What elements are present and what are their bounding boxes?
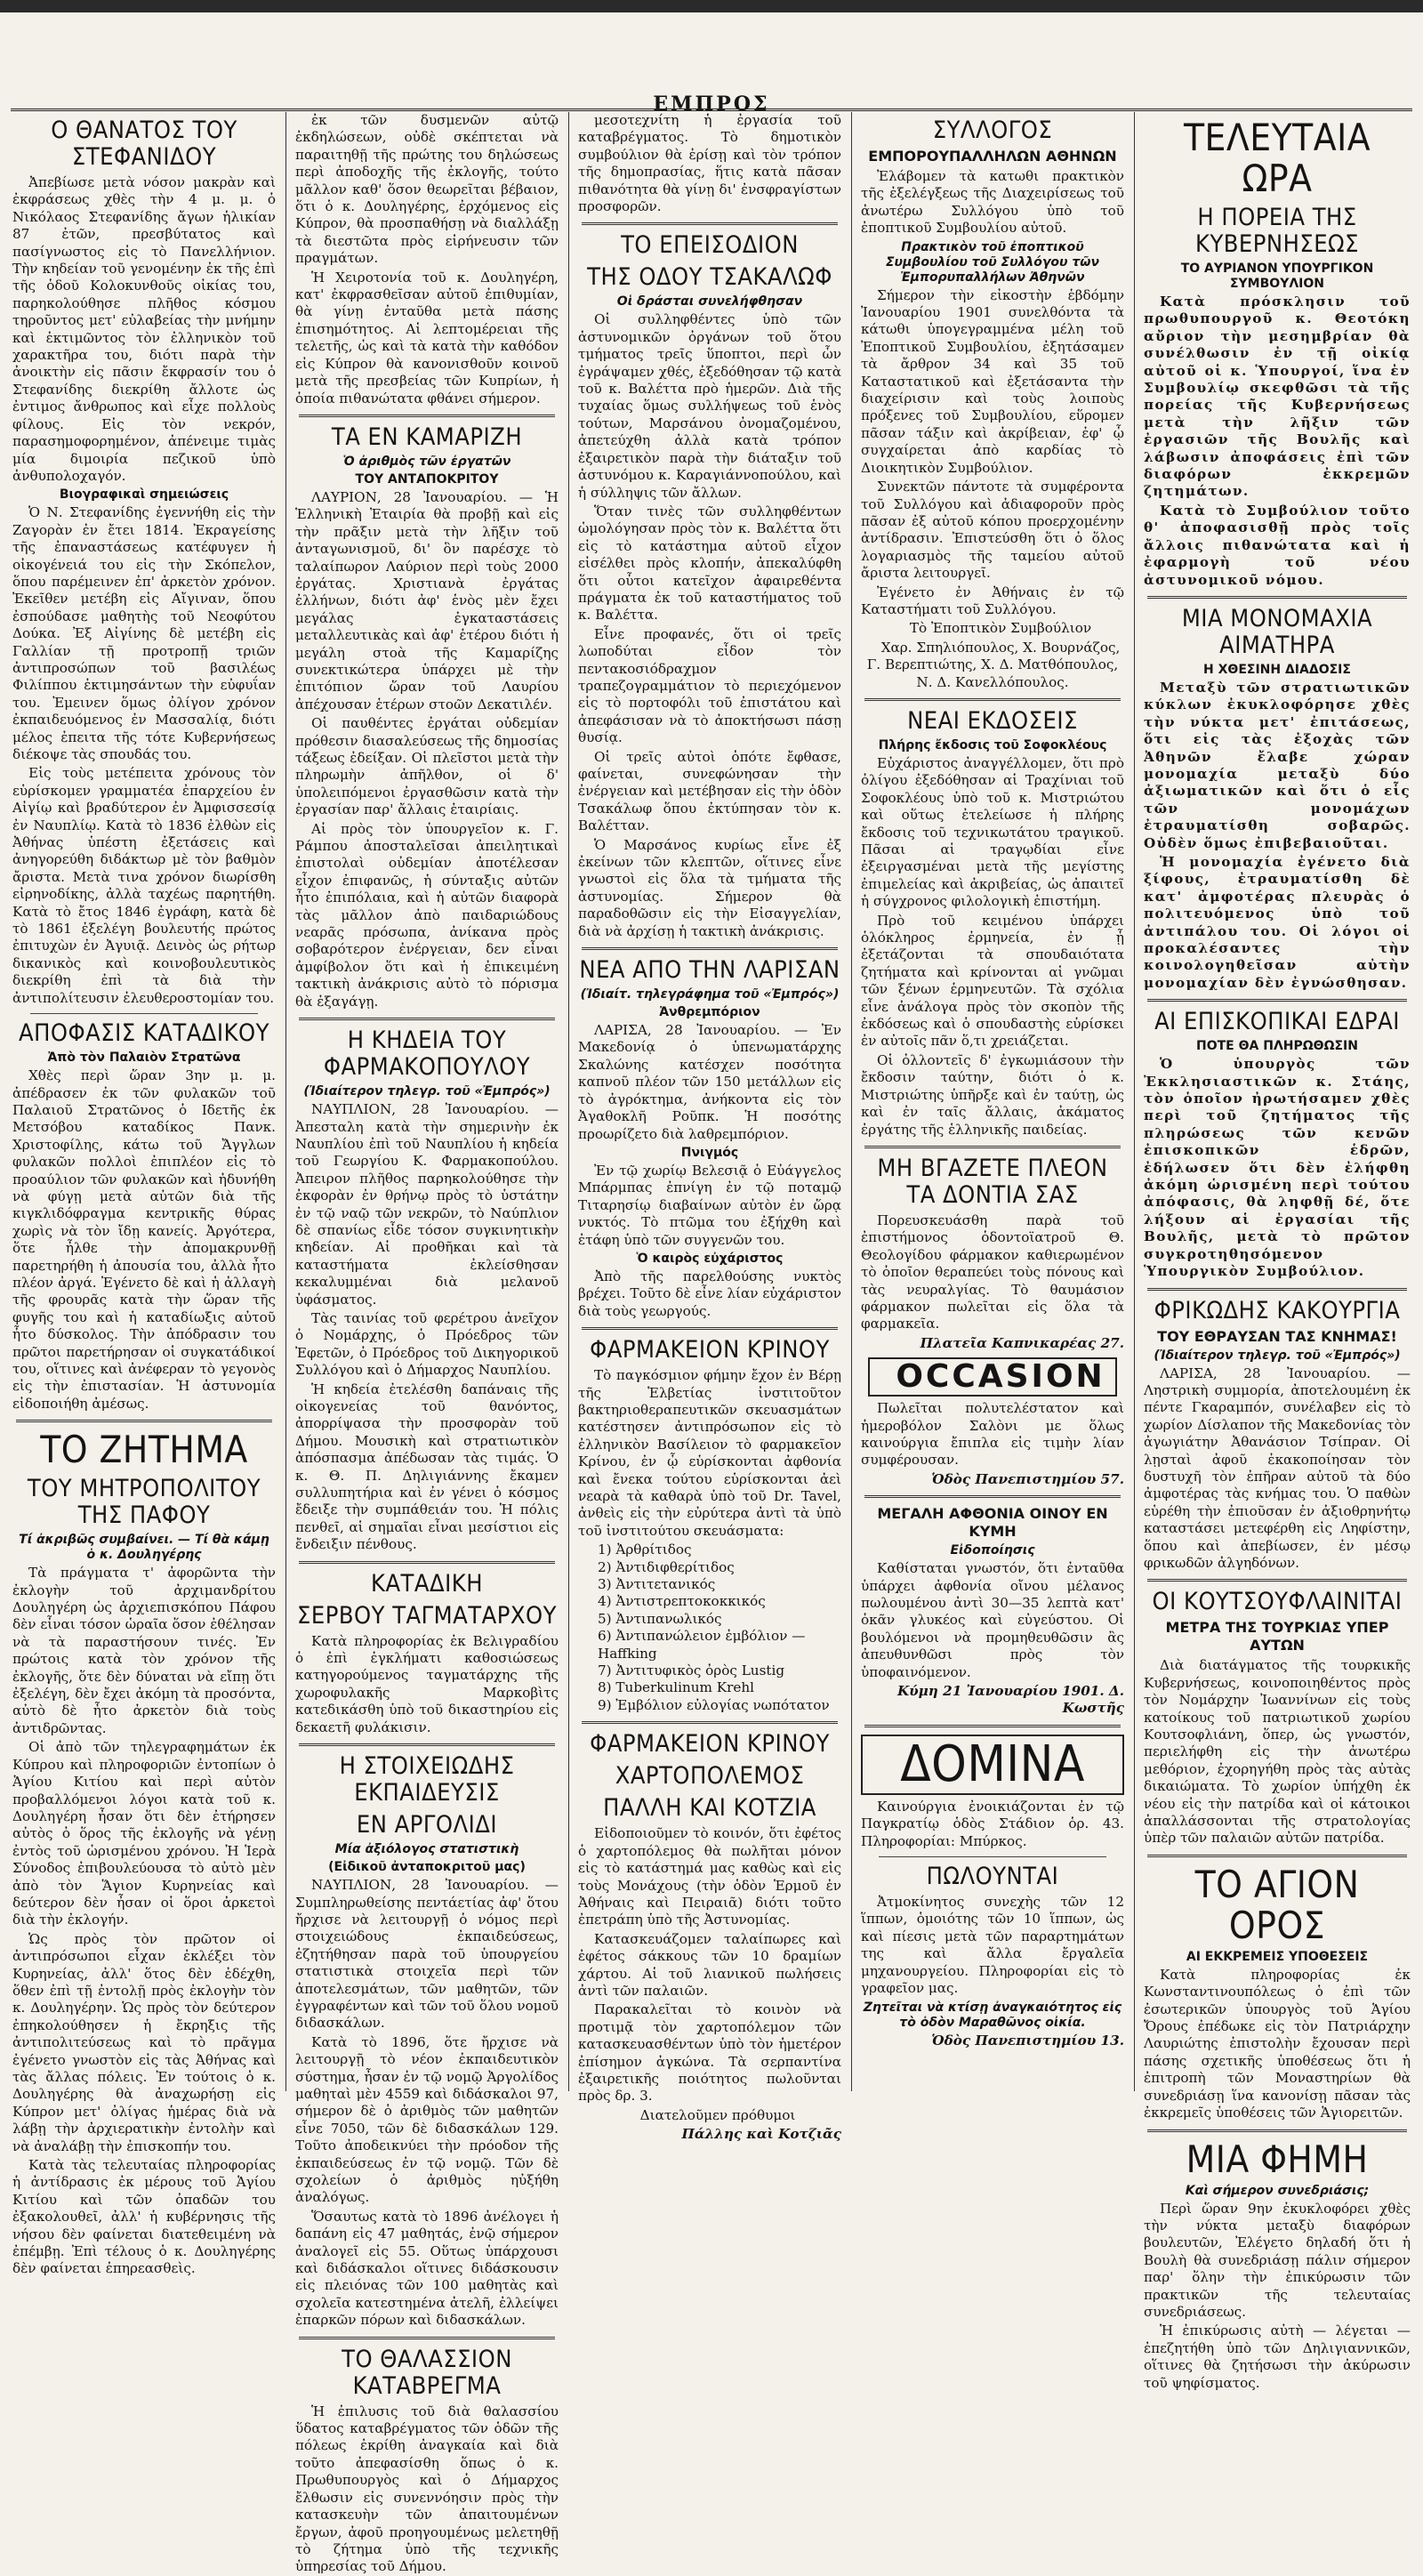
signature: Πλατεῖα Καπνικαρέας 27.	[920, 1334, 1124, 1351]
list-item: 2) Ἀντιδιφθερίτιδος	[598, 1558, 735, 1575]
headline: ΜΙΑ ΜΟΝΟΜΑΧΙΑ ΑΙΜΑΤΗΡΑ	[1181, 604, 1373, 659]
article-separator	[299, 2337, 555, 2339]
paragraph: Καθίσταται γνωστόν, ὅτι ἐνταῦθα ὑπάρχει ἀφθονία οἴνου μέλανος πωλουμένου ἀντὶ 30—35 λεπτὰ κατ' ὀκᾶν γλυκέος καὶ εὐγεύστου. Οἱ βουλόμενοι νὰ προμηθευθῶσιν ἂς ἀπευθυνθῶσι πρὸς τὸν ὑποφαινόμενον.	[861, 1560, 1124, 1680]
centered-line: Διατελοῦμεν πρόθυμοι	[639, 2106, 796, 2123]
headline: ΤΟΥ ΜΗΤΡΟΠΟΛΙΤΟΥ ΤΗΣ ΠΑΦΟΥ	[27, 1475, 261, 1530]
paragraph: Αἱ πρὸς τὸν ὑπουργεῖον κ. Γ. Ράμπου ἀποσταλεῖσαι ἀπειλητικαὶ ἐπιστολαὶ οὐδεμίαν ἀποτέλεσαν εἶχον ἐπιφανῶς, ἡ σύνταξις αὐτῶν ἦτο ἐπιπόλαια, καὶ ἡ αὐτῶν διαφορὰ τὰς μᾶλλον ἀπὸ παιδαριώδους νεαρᾶς πρόσωπα, ἀνίκανα πρὸς σοβαρότερον ἐνέργειαν, δεν εἶναι ἀμφίβολον ὅτι καὶ ἡ ἐπικειμένη τακτικὴ ἀνάκρισις αὐτὸ τὸ πόρισμα θὰ ἐξαγάγῃ.	[295, 820, 559, 1010]
subheadline: ΕΜΠΟΡΟΥΠΑΛΛΗΛΩΝ ΑΘΗΝΩΝ	[868, 148, 1117, 165]
paragraph: Διὰ διατάγματος τῆς τουρκικῆς Κυβερνήσεως, κοινοποιηθέντος πρὸς τὸν Νομάρχην Ἰωαννίνων εἰς τοὺς κατοίκους τοῦ πατριωτικοῦ χωρίου Κουτσοφλιάνη, ὅπερ, ὡς γνωστόν, περιελήφθη εἰς τὴν ἀνωτέρω μεθόριον, ἐχορηγήθη πρὸς τὰς αὐτὰς δικαιώματα. Τὸ χωρίον ὑπήχθη ἐκ νέου εἰς τὴν πατρίδα καὶ οἱ κάτοικοι ἀπαλλάσσονται τῆς στρατολογίας ὑπὲρ τῶν παλαιῶν αὐτῶν πατρίδα.	[1144, 1657, 1411, 1847]
headline: ΤΗΣ ΟΔΟΥ ΤΣΑΚΑΛΩΦ	[587, 263, 832, 292]
headline: ΤΑ ΕΝ ΚΑΜΑΡΙΖΗ	[331, 423, 523, 451]
paragraph: Ἀτμοκίνητος συνεχὴς τῶν 12 ἵππων, ὁμοιότης τῶν 10 ἵππων, ὡς καὶ πίεσις μετὰ τῶν παραρτημάτων της καὶ ἄλλα ἔργαλεῖα μηχανουργείου. Πληροφορίαι εἰς τὸ γραφεῖον μας.	[861, 1894, 1124, 1997]
paragraph: Ἡ ἐπικύρωσις αὐτὴ — λέγεται — ἐπεζητήθη ὑπὸ τῶν Δηλιγιαννικῶν, οἵτινες θὰ ζητήσωσι τὴν ἀκύρωσιν τοῦ ψηφίσματος.	[1144, 2322, 1411, 2391]
article-separator	[299, 1561, 555, 1564]
paragraph: Πωλεῖται πολυτελέστατον καὶ ἡμεροβόλον Σαλὸνι με ὅλως καινούργια ἔπιπλα εἰς τιμὴν λίαν συμφέρουσαν.	[861, 1400, 1124, 1469]
signature: Ὁδὸς Πανεπιστημίου 13.	[931, 2032, 1124, 2049]
paragraph: Ὁ Μαρσάνος κυρίως εἶνε ἐξ ἐκείνων τῶν κλεπτῶν, οἵτινες εἶνε γνωστοὶ εἰς ὅλα τὰ τμήματα τῆς ἀστυνομίας. Σήμερον θὰ παραδοθῶσιν εἰς τὴν Εἰσαγγελίαν, διὰ νὰ ἀρχίσῃ ἡ τακτικὴ ἀνάκρισις.	[578, 836, 841, 939]
headline: ΠΑΛΛΗ ΚΑΙ ΚΟΤΖΙΑ	[603, 1794, 816, 1823]
kicker: Καὶ σήμερον συνεδριάσις;	[1185, 2183, 1370, 2198]
paragraph: Ἐν τῷ χωρίῳ Βελεσιᾷ ὁ Εὐάγγελος Μπάρμπας ἐπνίγη ἐν τῷ ποταμῷ Τιταρησίῳ διαβαίνων αὐτὸν ἐν ὥρᾳ νυκτός. Τὸ πτῶμα του ἐξήχθη καὶ ἐτάφη ὑπὸ τῶν συγγενῶν του.	[578, 1162, 841, 1248]
kicker: Ζητεῖται νὰ κτίσῃ ἀναγκαιότητος εἰς τὸ ὁδὸν Μαραθῶνος οἰκία.	[863, 2000, 1122, 2030]
kicker: ΠΟΤΕ ΘΑ ΠΛΗΡΩΘΩΣΙΝ	[1196, 1039, 1358, 1054]
article-separator	[299, 1018, 555, 1020]
headline: ΔΟΜΙΝΑ	[861, 1735, 1124, 1795]
kicker: Ὁ ἀριθμὸς τῶν ἐργατῶν	[342, 454, 511, 469]
kicker: (Ἰδιαίτ. τηλεγράφημα τοῦ «Ἐμπρός»)	[580, 987, 840, 1002]
headline: ΜΗ ΒΓΑΖΕΤΕ ΠΛΕΟΝ ΤΑ ΔΟΝΤΙΑ ΣΑΣ	[877, 1154, 1108, 1209]
headline: ΚΑΤΑΔΙΚΗ	[371, 1569, 483, 1598]
paragraph: Μεταξὺ τῶν στρατιωτικῶν κύκλων ἐκυκλοφόρησε χθὲς τὴν νύκτα μετ' ἐπιτάσεως, ὅτι εἰς τὰς ἐξοχὰς τῶν Ἀθηνῶν ἔλαβε χώραν μονομαχία μεταξὺ δύο ἀξιωματικῶν καὶ ὅτι ὁ εἷς τῶν μονομάχων ἐτραυματίσθη σοβαρῶς. Οὐδὲν ὅμως ἐπιβεβαιοῦται.	[1144, 679, 1411, 851]
subheadline: ΜΕΤΡΑ ΤΗΣ ΤΟΥΡΚΙΑΣ ΥΠΕΡ ΑΥΤΩΝ	[1165, 1619, 1389, 1654]
article-separator	[1147, 999, 1407, 1002]
article-separator	[864, 1495, 1121, 1498]
headline: Ο ΘΑΝΑΤΟΣ ΤΟΥ ΣΤΕΦΑΝΙΔΟΥ	[51, 117, 237, 171]
list-item: 5) Ἀντιπανωλικός	[598, 1610, 722, 1627]
paragraph: Οἱ ἀπὸ τῶν τηλεγραφημάτων ἐκ Κύπρου καὶ πληροφοριῶν ἐντοπίων ὁ Ἁγίου Κιτίου καὶ περὶ αὐτὸν προβαλλόμενοι λόγοι κατὰ τοῦ κ. Δουληγέρη ἦσαν ὅτι δὲν ἐτήρησεν αὐτὸς ὁ ὅρος τῆς ἐκλογῆς νὰ γένῃ ἐντὸς τοῦ ὡρισμένου χρόνου. Ἡ Ἱερὰ Σύνοδος ἐπιβουλεύουσα τὸ αὐτὸ μὲν ἀπὸ τὸν Ἅγιον Κυρηνείας καὶ δεύτερον δὲν ἦσαν οἱ ὅροι ἀρκετοὶ διὰ τὴν ἐκλογήν.	[12, 1739, 276, 1928]
list-item: 3) Ἀντιτετανικός	[598, 1576, 716, 1593]
paragraph: Κατὰ πρόσκλησιν τοῦ πρωθυπουργοῦ κ. Θεοτόκη αὔριον τὴν μεσημβρίαν θὰ συνέλθωσιν ἐν τῇ οἰκίᾳ αὐτοῦ οἱ κ. Ὑπουργοί, ἵνα ἐν Συμβουλίῳ σκεφθῶσι τὰ τῆς πορείας τῆς Κυβερνήσεως μετὰ τὴν λῆξιν τῶν ἐργασιῶν τῆς Βουλῆς καὶ λάβωσιν ἀποφάσεις ἐπὶ τῶν διαφόρων ἐκκρεμῶν ζητημάτων.	[1144, 294, 1411, 500]
headline: ΦΑΡΜΑΚΕΙΟΝ ΚΡΙΝΟΥ	[590, 1730, 830, 1759]
kicker: Ἀπὸ τὸν Παλαιὸν Στρατῶνα	[47, 1051, 241, 1066]
paragraph: ἐκ τῶν δυσμενῶν αὐτῷ ἐκδηλώσεων, οὐδὲ σκέπτεται νὰ παραιτηθῇ τῆς πρώτης του δηλώσεως περὶ ἀποδοχῆς τῆς ἐκλογῆς, τούτο μᾶλλον καθ' ὅσον θεωρεῖται βέβαιον, ὅτι ὁ κ. Δουληγέρης, ἐρχόμενος εἰς Κύπρον, θὰ προσπαθήσῃ νὰ διαλλάξῃ τὰ διεστῶτα πρὸς εἰρήνευσιν τῶν πραγμάτων.	[295, 112, 559, 267]
newspaper-masthead: ΕΜΠΡΟΣ	[653, 93, 770, 116]
paragraph: Κατασκευάζομεν ταλαίπωρες καὶ ἐφέτος σάκκους τῶν 10 δραμίων χάρτου. Αἱ τοῦ λιανικοῦ πωλήσεις ἀντὶ τῶν παλαιῶν.	[578, 1930, 841, 1999]
kicker: Πλήρης ἔκδοσις τοῦ Σοφοκλέους	[878, 737, 1107, 753]
article-separator	[299, 1743, 555, 1746]
paragraph: Κατὰ τὸ 1896, ὅτε ἤρχισε νὰ λειτουργῇ τὸ νέον ἐκπαιδευτικὸν σύστημα, ἦσαν ἐν τῷ νομῷ Ἀργολίδος μαθηταὶ μὲν 4559 καὶ διδάσκαλοι 97, σήμερον δὲ ὁ ἀριθμὸς τῶν μαθητῶν εἶνε 7050, τῶν δὲ διδασκάλων 129. Τοῦτο ἀποδεικνύει τὴν πρόοδον τῆς ἐκπαιδεύσεως ἐν τῷ νομῷ. Τῶν δὲ σχολείων ὁ ἀριθμὸς ηὐξήθη ἀναλόγως.	[295, 2033, 559, 2206]
kicker: Τί ἀκριβῶς συμβαίνει. — Τί θὰ κάμῃ ὁ κ. Δουληγέρης	[19, 1533, 269, 1563]
product-list	[598, 1542, 841, 1714]
paragraph: Ὡς πρὸς τὸν πρῶτον οἱ ἀντιπρόσωποι εἶχαν ἐκλέξει τὸν Κυρηνείας, ἀλλ' ὅτος δὲν ἐδέχθη, ὅθεν ἐπὶ τῇ ἐντολῇ πρὸς ἐκλογὴν τὸν κ. Δουληγέρην. Ὡς πρὸς τὸν δεύτερον ἐπηκολούθησεν ἡ ἔκρηξις τῆς ἀντιπολιτεύσεως καὶ τὸ πρᾶγμα ἐγένετο γνωστὸν εἰς τὰς Ἀθήνας καὶ τὰς ἄλλας πόλεις. Ἐν τούτοις ὁ κ. Δουληγέρης θὰ ἀναχωρήσῃ εἰς Κύπρον μετ' ὀλίγας ἡμέρας διὰ νὰ λάβῃ τὴν ἀρχιερατικὴν ἐντολὴν καὶ νὰ ἀναλάβῃ τὴν ἐπισκοπήν του.	[12, 1930, 276, 2154]
kicker: ΤΟΥ ΑΝΤΑΠΟΚΡΙΤΟΥ	[355, 471, 499, 487]
headline: ΠΩΛΟΥΝΤΑΙ	[926, 1863, 1059, 1891]
kicker: Βιογραφικαὶ σημειώσεις	[59, 487, 229, 503]
headline: Η ΚΗΔΕΙΑ ΤΟΥ ΦΑΡΜΑΚΟΠΟΥΛΟΥ	[323, 1026, 531, 1082]
list-item: 4) Ἀντιστρεπτοκοκκικός	[598, 1593, 766, 1610]
column-5	[1144, 112, 1411, 2391]
paragraph: Ἀπεβίωσε μετὰ νόσον μακρὰν καὶ ἐκφράσεως χθὲς τὴν 4 μ. μ. ὁ Νικόλαος Στεφανίδης ἄγων ἡλικίαν 87 ἐτῶν, πρεσβύτατος καὶ πασίγνωστος εἰς τὸ Πανελλήνιον. Τὴν κηδείαν τοῦ γενομένην ἐκ τῆς ἐπὶ τῆς ὁδοῦ Κολοκυνθοῦς οἰκίας του, παρηκολούθησε πλῆθος κόσμου τηροῦντος μετ' εὐλαβείας τὴν μνήμην καὶ ἐκτιμῶντος τὸν ἐλληνικὸν τοῦ χαρακτῆρα του, διότι παρὰ τὴν ἀνοικτὴν εἰς πᾶσιν ἔκφρασίν του ὁ Στεφανίδης διεκρίθη ἄλλοτε ὡς ἐντιμος ἄνθρωπος καὶ εἶχε πολλοὺς φίλους. Εἰς τὸν νεκρόν, παρασημοφορημένον, ἀπένειμε τιμὰς μία διμοιρία πεζικοῦ ὑπὸ ἀνθυπολοχαγόν.	[12, 174, 276, 484]
paragraph: Ὁ Ν. Στεφανίδης ἐγεννήθη εἰς τὴν Ζαγορὰν ἐν ἔτει 1814. Ἐκραγείσης τῆς ἐπαναστάσεως κατέφυγεν ἡ οἰκογένειά του εἰς τὴν Σκόπελον, ὅπου παρέμεινεν ἐπ' ἀρκετὸν χρόνον. Ἐκεῖθεν μετέβη εἰς Αἴγιναν, ὅπου ἐσπούδασε μαθητὴς τοῦ Νεοφύτου Δούκα. Ἐξ Αἰγίνης δὲ μετέβη εἰς Γαλλίαν τῇ προτροπῇ τριῶν ἀντιπροσώπων τοῦ βασιλέως Φιλίππου ἐκτιμησάντων τὴν εὐφυΐαν του. Ἐμεινεν ὅμως ὀλίγον χρόνον ἐκπαιδευόμενος ἐν Μασσαλίᾳ, διότι μέλος ἐπειτα τῆς τότε Κυβερνήσεως διέκοψε τὰς σπουδάς του.	[12, 504, 276, 762]
headline: ΕΝ ΑΡΓΟΛΙΔΙ	[356, 1811, 498, 1839]
paragraph: Εἰδοποιοῦμεν τὸ κοινόν, ὅτι ἐφέτος ὁ χαρτοπόλεμος θὰ πωλῆται μόνον εἰς τὸ κατάστημά μας καθὼς καὶ εἰς τοὺς Μονάχους (τὴν ὁδὸν Ἑρμοῦ ἐν Ἀθήναις καὶ Πειραιᾶ) διότι τοῦτο ἐπετράπη ὑπὸ τῆς Ἀστυνομίας.	[578, 1825, 841, 1928]
kicker: ΤΟ ΑΥΡΙΑΝΟΝ ΥΠΟΥΡΓΙΚΟΝ ΣΥΜΒΟΥΛΙΟΝ	[1180, 262, 1374, 291]
article-separator	[1147, 2129, 1407, 2132]
paragraph: Ὁ ὑπουργὸς τῶν Ἐκκλησιαστικῶν κ. Στάης, τὸν ὁποῖον ἠρωτήσαμεν χθὲς περὶ τοῦ ζητήματος τῆς πληρώσεως τῶν κενῶν ἐπισκοπικῶν ἑδρῶν, ἐδήλωσεν ὅτι δὲν ἐλήφθη ἀκόμη ὡρισμένη περὶ τούτου ἀπόφασις, θὰ ληφθῇ δέ, ὅτε λήξουν αἱ ἐργασίαι τῆς Βουλῆς, μετὰ τὸ πρῶτον συγκροτηθησόμενον Ὑπουργικὸν Συμβούλιον.	[1144, 1056, 1411, 1280]
column-divider	[568, 112, 569, 2091]
headline: ΑΙ ΕΠΙΣΚΟΠΙΚΑΙ ΕΔΡΑΙ	[1154, 1008, 1400, 1036]
list-item: 6) Ἀντιπανώλειον ἐμβόλιον — Haffking	[598, 1628, 806, 1662]
article-separator	[582, 1721, 838, 1724]
article-separator	[582, 222, 838, 225]
headline: ΦΑΡΜΑΚΕΙΟΝ ΚΡΙΝΟΥ	[590, 1336, 830, 1364]
article-separator	[1147, 1855, 1407, 1857]
headline: ΧΑΡΤΟΠΟΛΕΜΟΣ	[615, 1762, 805, 1791]
kicker: Μία ἀξιόλογος στατιστικὴ	[334, 1842, 519, 1857]
list-item: 7) Ἀντιτυφικὸς ὀρὸς Lustig	[598, 1662, 785, 1679]
signature: Κύμη 21 Ἰανουαρίου 1901. Δ. Κωστῆς	[896, 1683, 1124, 1717]
paragraph: Κατὰ πληροφορίας ἐκ Βελιγραδίου ὁ ἐπὶ ἐγκλήματι καθοσιώσεως κατηγορούμενος ταγματάρχης τῆς χωροφυλακῆς Μαρκοβὶτς κατεδικάσθη ὑπὸ τοῦ δικαστηρίου εἰς δεκαετῆ φυλάκισιν.	[295, 1632, 559, 1735]
paragraph: ΝΑΥΠΛΙΟΝ, 28 Ἰανουαρίου. — Συμπληρωθείσης πεντάετίας ἀφ' ὅτου ἤρχισε νὰ λειτουργῇ ὁ νόμος περὶ στοιχειώδους ἐκπαιδεύσεως, ἐζητήθησαν παρὰ τοῦ ὑπουργείου στατιστικὰ στοιχεῖα περὶ τῶν ἀποτελεσμάτων, τῶν μαθητῶν, τῶν ἐγγραφέντων καὶ τῶν τοῦ ὅλου νομοῦ διδασκάλων.	[295, 1877, 559, 2032]
headline: ΝΕΑΙ ΕΚΔΟΣΕΙΣ	[907, 706, 1078, 735]
article-separator	[582, 947, 838, 950]
article-separator	[864, 1146, 1121, 1148]
paragraph: Ἡ μονομαχία ἐγένετο διὰ ξίφους, ἐτραυματίσθη δὲ κατ' ἀμφοτέρας πλευρὰς ὁ πολιτευόμενος ὑπὸ τοῦ ἀντιπάλου του. Οἱ λόγοι οἱ προκαλέσαντες τὴν κοινολογηθεῖσαν αὐτὴν μονομαχίαν δὲν ἐγνώσθησαν.	[1144, 853, 1411, 991]
headline: ΣΥΛΛΟΓΟΣ	[932, 117, 1053, 144]
headline: ΤΟ ΕΠΕΙΣΟΔΙΟΝ	[621, 231, 799, 260]
headline: ΤΟ ΑΓΙΟΝ ΟΡΟΣ	[1194, 1862, 1360, 1947]
column-1	[12, 112, 276, 2277]
kicker: Πνιγμός	[680, 1145, 739, 1160]
paragraph: Κατὰ τὸ Συμβούλιον τοῦτο θ' ἀποφασισθῇ πρὸς τοῖς ἄλλοις πιθανώτατα καὶ ἡ ἐφαρμογὴ τοῦ νέου ἀστυνομικοῦ νόμου.	[1144, 502, 1411, 588]
article-separator	[1147, 596, 1407, 599]
headline: ΦΡΙΚΩΔΗΣ ΚΑΚΟΥΡΓΙΑ	[1154, 1296, 1401, 1324]
headline: ΟΙ ΚΟΥΤΣΟΥΦΛΑΙΝΙΤΑΙ	[1152, 1588, 1403, 1616]
paragraph: Σήμερον τὴν εἰκοστὴν ἑβδόμην Ἰανουαρίου 1901 συνελθόντα τὰ κάτωθι ὑπογεγραμμένα μέλη τοῦ Ἐποπτικοῦ Συμβουλίου, ἐξητάσαμεν τὰ ἄρθρον 34 καὶ 35 τοῦ Καταστατικοῦ καὶ ἐξετάσαντα τὴν διαχείρισιν καὶ τοὺς λοιποὺς πρόξενες τοῦ Συμβουλίου, εὕρομεν πᾶσαν τάξιν καὶ ἀκρίβειαν, ἐφ' ᾧ συγχαίρεται ἀπὸ καρδίας τὸ Διοικητικὸν Συμβούλιον.	[861, 286, 1124, 476]
kicker: Ὁ καιρὸς εὐχάριστος	[636, 1251, 784, 1266]
paragraph: Εὐχάριστος ἀναγγέλλομεν, ὅτι πρὸ ὀλίγου ἐξεδόθησαν αἱ Τραχίνιαι τοῦ Σοφοκλέους ὑπὸ τοῦ κ. Μιστριώτου καὶ οὕτως ἐτελείωσε ἡ πλήρης ἔκδοσις τοῦ τεχνικωτάτου τραγικοῦ. Πᾶσαι αἱ τραγῳδίαι εἶνε ἐξειργασμέναι μετὰ τῆς μεγίστης ἐπιμελείας καὶ ἀκριβείας, ὡς ἀπαιτεῖ ἡ σύγχρονος φιλολογικὴ ἐπιστήμη.	[861, 754, 1124, 910]
paragraph: Χθὲς περὶ ὥραν 3ην μ. μ. ἀπέδρασεν ἐκ τῶν φυλακῶν τοῦ Παλαιοῦ Στρατῶνος ὁ Ιδετῆς ἐκ Μετσόβου καταδίκος Πανκ. Χριστοφίλης, κάτω τοῦ Ἄγγλων φυλακῶν πολλοὶ ἐπιπλέον εἰς τὸ προαύλιον τῶν φυλακῶν καὶ ἠδυνήθη νὰ φύγῃ μετὰ αὐτῶν διὰ τῆς κιγκλιδόφραγμα κεντρικῆς θύρας χωρὶς νὰ τὸν ἴδῃ κανείς. Ἀργότερα, ὅτε ἦλθε τὴν ἀπομακρυνθῇ παρετηρήθη ἡ ἀπουσία του, ἀλλὰ ἦτο πλέον ἀργά. Ἐγένετο δὲ καὶ ἡ ἀλλαγὴ τῆς φρουρᾶς κατὰ τὴν ὥραν τῆς φυγῆς του καὶ ἡ καταδίωξις αὐτοῦ ἦτο δύσκολος. Τὴν ἀπόδρασιν του πρῶτοι παρετήρησαν οἱ συγκατάδικοί του, οἵτινες καὶ ἀνέφεραν τὸ γεγονὸς εἰς τὴν ἐπιστασίαν. Ἡ ἀστυνομία εἰδοποιήθη ἀμέσως.	[12, 1067, 276, 1412]
paragraph: Τὰς ταινίας τοῦ φερέτρου ἀνεῖχον ὁ Νομάρχης, ὁ Πρόεδρος τῶν Ἐφετῶν, ὁ Πρόεδρος τοῦ Δικηγορικοῦ Συλλόγου καὶ ὁ Δήμαρχος Ναυπλίου.	[295, 1309, 559, 1379]
paragraph: μεσοτεχνίτη ἡ ἐργασία τοῦ καταβρέγματος. Τὸ δημοτικὸν συμβούλιον θὰ ἐρίσῃ καὶ τὸν τρόπον τῆς δημοπρασίας, ἥτις κατὰ πᾶσαν πιθανότητα θὰ γίνῃ δι' ἐνσφραγίστων προσφορῶν.	[578, 112, 841, 215]
column-divider	[1134, 112, 1135, 2091]
kicker: Πρακτικὸν τοῦ ἐποπτικοῦ Συμβουλίου τοῦ Συλλόγου τῶν Ἐμπορυπαλλήλων Ἀθηνῶν	[885, 239, 1100, 285]
list-item: 9) Ἐμβόλιον εὐλογίας νωπότατον	[598, 1696, 830, 1713]
paragraph: Ὅταν τινὲς τῶν συλληφθέντων ὡμολόγησαν πρὸς τὸν κ. Βαλέττα ὅτι εἰς τὸ κατάστημα αὐτοῦ εἶχον εἰσέλθει πρὸς κλοπήν, ἀπεκαλύφθη ὅτι οὗτοι κατεῖχον ἀφαιρεθέντα πράγματα ἐκ τοῦ καταστήματος τοῦ κ. Βαλέττα.	[578, 503, 841, 624]
column-2	[295, 112, 559, 2575]
paragraph: Οἱ τρεῖς αὐτοὶ ὁπότε ἔφθασε, φαίνεται, συνεφώνησαν τὴν ἐνέργειαν καὶ μετέβησαν εἰς τὴν ὁδὸν Τσακάλωφ ὅπου ἐκτύπησαν τὸν κ. Βαλέτταν.	[578, 748, 841, 834]
paragraph: Συνεκτῶν πάντοτε τὰ συμφέροντα τοῦ Συλλόγου καὶ ἀδιαφοροῦν πρὸς πᾶσαν ἐξ αὐτοῦ κόπου προερχομένην ἀντίδρασιν. Ἐπιστεύσθη ὅτι ὁ ὅλος λογαριασμὸς τῆς ταμείου αὐτοῦ ἄριστα λειτουργεῖ.	[861, 479, 1124, 582]
column-4	[861, 112, 1124, 2091]
paragraph: Κατὰ τὰς τελευταίας πληροφορίας ἡ ἀντίδρασις ἐκ μέρους τοῦ Ἁγίου Κιτίου καὶ τῶν ὀπαδῶν του ἐξακολουθεῖ, ἀλλ' ἡ κυβέρνησις τῆς νήσου δὲν φαίνεται διατεθειμένη νὰ ἐπέμβῃ. Ἐπὶ τέλους ὁ κ. Δουληγέρης δὲν φαίνεται ἐπηρεασθεὶς.	[12, 2157, 276, 2277]
paragraph: Ἐλάβομεν τὰ κατωθι πρακτικὸν τῆς ἐξελέγξεως τῆς Διαχειρίσεως τοῦ ἀνωτέρω Συλλόγου ὑπὸ τοῦ ἐποπτικοῦ Συμβουλίου αὐτοῦ.	[861, 168, 1124, 237]
article-separator	[16, 1420, 272, 1422]
column-divider	[285, 112, 286, 2091]
paragraph: Ἡ κηδεία ἐτελέσθη δαπάναις τῆς οἰκογενείας τοῦ θανόντος, ἀπορρίψασα τὴν προσφορὰν τοῦ Δήμου. Μουσικὴ καὶ στρατιωτικὸν ἀπόσπασμα ἀπέδωσαν τὰς τιμάς. Ὁ κ. Θ. Π. Δηλιγιάννης ἔκαμεν συλλυπητήρια καὶ ἐν γένει ὁ κόσμος ἔδειξε τὴν συμπάθειάν του. Ἡ πόλις πενθεῖ, αἱ σημαῖαι εἶναι μεσίστιοι εἰς ἔνδειξιν πένθους.	[295, 1381, 559, 1553]
column-3	[578, 112, 841, 2143]
list-item: 1) Ἀρθρίτιδος	[598, 1542, 692, 1558]
kicker: Εἰδοποίησις	[950, 1543, 1035, 1558]
top-border	[0, 0, 1423, 12]
signature: Πάλλης καὶ Κοτζιᾶς	[681, 2126, 841, 2143]
article-separator	[864, 1725, 1121, 1727]
list-item: 8) Tuberkulinum Krehl	[598, 1679, 755, 1696]
paragraph: Οἱ συλληφθέντες ὑπὸ τῶν ἀστυνομικῶν ὀργάνων τοῦ ὅτου τμήματος τρεῖς ὕποπτοι, περὶ ὧν ἐγράψαμεν χθές, ἐξεδόθησαν τῷ κατὰ τοῦ κ. Βαλέττα πρὸ ἡμερῶν. Διὰ τῆς τυχαίας ὅμως συλλήψεως τοῦ ἑνὸς τούτων, Μαρσάνου ὀνομαζομένου, ἀπετεύχθη ἀλλὰ κατὰ τρόπον ἐξαιρετικὸν παρὰ τὴν διάταξιν τοῦ ἀστυνόμου κ. Καραγιάννοπούλου, καὶ ἡ σύλληψις τῶν ἄλλων.	[578, 311, 841, 501]
article-separator	[864, 698, 1121, 701]
kicker: Οἱ δράσται συνελήφθησαν	[616, 294, 803, 310]
header-rule	[11, 109, 1412, 111]
paragraph: Εἶνε προφανές, ὅτι οἱ τρεῖς λωποδύται εἶδον τὸν πεντακοσιόδραχμον τραπεζογραμμάτιον τὸ περιεχόμενον εἰς τὸ πορτοφόλι τοῦ ἐπιστάτου καὶ ἀπεφάσισαν νὰ τὸ ἀποκτήσωσι πάσῃ θυσίᾳ.	[578, 625, 841, 746]
paragraph: Ἡ Χειροτονία τοῦ κ. Δουληγέρη, κατ' ἐκφρασθεῖσαν αὐτοῦ ἐπιθυμίαν, θὰ γίνῃ ἐνταῦθα μετὰ πάσης ἐπισημότητος. Αἱ λεπτομέρειαι τῆς τελετῆς, ὡς καὶ τὰ κατὰ τὴν καθόδον εἰς Κύπρον θὰ κανονισθοῦν κοινοῦ μετὰ τῆς πρεσβείας τῶν Κυπρίων, ἡ ὁποία πιθανώτατα φθάνει σήμερον.	[295, 269, 559, 407]
centered-line: Τὸ Ἐποπτικὸν Συμβούλιον	[909, 620, 1092, 637]
headline: ΤΕΛΕΥΤΑΙΑ ΩΡΑ	[1183, 116, 1371, 200]
headline: ΤΟ ΘΑΛΑΣΣΙΟΝ ΚΑΤΑΒΡΕΓΜΑ	[342, 2345, 512, 2400]
article-separator	[299, 415, 555, 417]
headline: ΣΕΡΒΟΥ ΤΑΓΜΑΤΑΡΧΟΥ	[297, 1601, 557, 1630]
paragraph: Παρακαλεῖται τὸ κοινὸν νὰ προτιμᾷ τὸν χαρτοπόλεμον τῶν κατασκευασθέντων ὑπὸ τὸν ἡμετέρον ἐπίσημον ἀγκώνα. Τὰ σερπαντίνα ἐξαιρετικῆς ποιότητος πωλοῦνται πρὸς δρ. 3.	[578, 2001, 841, 2105]
kicker: (Ἰδιαίτερον τηλεγρ. τοῦ «Ἐμπρός»)	[303, 1084, 551, 1099]
headline: Η ΠΟΡΕΙΑ ΤΗΣ ΚΥΒΕΡΝΗΣΕΩΣ	[1195, 204, 1359, 258]
paragraph: Περὶ ὥραν 9ην ἐκυκλοφόρει χθὲς τὴν νύκτα μεταξὺ διαφόρων βουλευτῶν, Ἐλέγετο δηλαδή ὅτι ἡ Βουλὴ θὰ συνεδριάσῃ πάλιν σήμερον παρ' ὅλην τὴν ἐπικύρωσιν τῶν πρακτικῶν τῆς τελευταίας συνεδριάσεως.	[1144, 2200, 1411, 2320]
paragraph: Ἐγένετο ἐν Ἀθήναις ἐν τῷ Καταστήματι τοῦ Συλλόγου.	[861, 584, 1124, 617]
paragraph: Εἰς τοὺς μετέπειτα χρόνους τὸν εὑρίσκομεν γραμματέα ἐπαρχείου ἐν Αἰγίῳ καὶ βραδύτερον ἐν Ἀμφισσεσίᾳ ἐν Ναυπλίῳ. Κατὰ τὸ 1836 ἐλθὼν εἰς Ἀθήνας ὑπέστη ἐξετάσεις καὶ ἀνηγορεύθη διδάκτωρ μὲ τὸν βαθμὸν ἄριστα. Μετὰ τινα χρόνον διωρίσθη εἰρηνοδίκης, ἀλλὰ ταχέως παρητήθη. Κατὰ τὸ ἔτος 1846 ἐγράφη, κατὰ δὲ τὸ 1861 ἐξελέγη βουλευτής πρώτος ἐπιτυχὼν ἐν Ἀγυιᾷ. Δεινὸς ὡς ρήτωρ δικανικὸς καὶ κοινοβουλευτικὸς διεκρίθη ἐπὶ τὰ διὰ τὴν ἀντιπολίτευσιν ἐλευθεροστομίαν του.	[12, 765, 276, 1006]
advert-banner: OCCASION	[868, 1357, 1117, 1397]
article-separator	[582, 1327, 838, 1330]
kicker: ΑΙ ΕΚΚΡΕΜΕΙΣ ΥΠΟΘΕΣΕΙΣ	[1186, 1949, 1369, 1964]
paragraph: Πρὸ τοῦ κειμένου ὑπάρχει ὁλόκληρος ἐρμηνεία, ἐν ᾗ ἐξετάζονται τὰ σπουδαιότατα ζητήματα καὶ κρίνονται αἱ γνῶμαι τῶν ξένων ἑρμηνευτῶν. Τὰ σχόλια εἶνε ἀνάλογα πρὸς τὸν σκοπὸν τῆς ἐκδόσεως καὶ ὁ σπουδαστὴς εὑρίσκει ἐν αὐτοῖς πᾶν ὅ,τι χρειάζεται.	[861, 912, 1124, 1050]
paragraph: Οἱ ὀλλοντεῖς δ' ἐγκωμιάσουν τὴν ἔκδοσιν ταύτην, διότι ὁ κ. Μιστριώτης ὑπῆρξε καὶ ἐν ταύτῃ, ὡς καὶ ἐν ταῖς ἄλλαις, ἀκάματος ἐργάτης τῆς ἑλληνικῆς παιδείας.	[861, 1051, 1124, 1138]
article-separator	[879, 1856, 1106, 1857]
subheadline: ΜΕΓΑΛΗ ΑΦΘΟΝΙΑ ΟΙΝΟΥ ΕΝ ΚΥΜΗ	[877, 1505, 1108, 1541]
headline: ΑΠΟΦΑΣΙΣ ΚΑΤΑΔΙΚΟΥ	[19, 1019, 269, 1048]
article-separator	[1147, 1288, 1407, 1291]
paragraph: ΝΑΥΠΛΙΟΝ, 28 Ἰανουαρίου. — Ἀπεσταλη κατὰ τὴν σημερινὴν ἐκ Ναυπλίου ἐπὶ τοῦ Ναυπλίου ἡ κηδεία τοῦ Γεωργίου Κ. Φαρμακοπούλου. Ἀπειρον πλῆθος παρηκολούθησε τὴν ἐκφορὰν ἐν θρήνῳ πρὸς τὸ ὑστάτην ἐν τῷ ναῷ τῶν νεκρῶν, τὸ Ναύπλιον δὲ σπανίως εἶδε τόσον συγκινητικὴν κηδείαν. Αἱ προθῆκαι καὶ τὰ καταστήματα ἐκλείσθησαν κεκαλυμμέναι διὰ μελανοῦ ὑφάσματος.	[295, 1101, 559, 1308]
column-divider	[851, 112, 852, 2091]
article-separator	[30, 1013, 258, 1014]
paragraph: Τὰ πράγματα τ' ἀφορῶντα τὴν ἐκλογὴν τοῦ ἀρχιμανδρίτου Δουληγέρη ὡς ἀρχιεπισκόπου Πάφου δὲν εἶναι τόσον ὡραῖα ὅσον ἐθέλησαν νὰ τὰ παραστήσουν τινές. Ἐν πρώτοις κατὰ τὸν χρόνον τῆς ἐκλογῆς, ὅτε δὲν δύναται νὰ εἴπῃ ὅτι ἐξελέγη, δὲν ἔχει ἀκόμη τὰ προσόντα, αὐτὸ δὲ ἦτο ἀρκετὸν διὰ τοὺς ἀντιδρῶντας.	[12, 1565, 276, 1736]
centered-line: Χαρ. Σπηλιόπουλος, Χ. Βουρνάζος, Γ. Βερεπτιώτης, Χ. Δ. Ματθόπουλος, Ν. Δ. Κανελλόπουλος.	[866, 639, 1121, 690]
kicker: (Εἰδικοῦ ἀνταποκριτοῦ μας)	[328, 1860, 526, 1875]
kicker: Η ΧΘΕΣΙΝΗ ΔΙΑΔΟΣΙΣ	[1203, 662, 1351, 677]
kicker: Ἀνθρεμπόριον	[659, 1005, 760, 1020]
paragraph: Οἱ παυθέντες ἐργάται οὐδεμίαν πρόθεσιν διασαλεύσεως τῆς δημοσίας τάξεως ἐδείξαν. Οἱ πλεῖστοι μετὰ τὴν πληρωμὴν ἀπῆλθον, οἱ δ' ὑπολειπόμενοι ἐργασθῶσιν κατὰ τὴν ἐργασίαν παρ' ἄλλαις ἑταιρίαις.	[295, 715, 559, 818]
headline: ΤΟ ΖΗΤΗΜΑ	[40, 1428, 248, 1472]
paragraph: ΛΑΡΙΣΑ, 28 Ἰανουαρίου. — Ληστρικὴ συμμορία, ἀποτελουμένη ἐκ πέντε Γκαραμπόν, συνέλαβεν εἰς τὸ χωρίον Δίσλαπον τῆς Μακεδονίας τὸν ἀγωγιάτην Ἀθανάσιον Τσίπραν. Οἱ λῃσταὶ ἀφοῦ ἐκακοποίησαν τὸν δυστυχῆ τὸν ἐπῆραν αὐτοῦ τὰ δύο ἀμφοτέρας τὰς κνήμας του. Ὁ παθὼν εὑρέθη τὴν ἐπιοῦσαν ἐν ἀξιοθρηνήτῳ καταστάσει μετεφέρθη εἰς Ληφίστην, ὅπου καὶ ἀπεβίωσεν, ἐν μέσῳ φρικωδῶν ἀλγηδόνων.	[1144, 1364, 1411, 1571]
paragraph: Κατὰ πληροφορίας ἐκ Κωνσταντινουπόλεως ὁ ἐπὶ τῶν ἐσωτερικῶν ὑπουργὸς τοῦ Ἁγίου Ὄρους ἐπέδωκε εἰς τὸν Πατριάρχην Λαυριώτης ἐπιστολὴν ἔχουσαν περὶ πάσης σχετικῆς ὑποθέσεως ὅτι ἡ ἐπιτροπὴ τῶν Μοναστηρίων θὰ συνεδριάσῃ ἵνα κανονίσῃ πᾶσαν τὰς ἐκκρεμεῖς ὑποθέσεις τῶν Ἁγιορειτῶν.	[1144, 1966, 1411, 2121]
paragraph: Ἡ ἐπιλυσις τοῦ διὰ θαλασσίου ὕδατος καταβρέγματος τῶν ὁδῶν τῆς πόλεως ἐκρίθη ἀναγκαία καὶ διὰ τοῦτο ἀπεφασίσθη ὅπως ὁ κ. Πρωθυπουργὸς καὶ ὁ Δήμαρχος ἔλθωσιν εἰς συνεννόησιν πρὸς τὴν κατασκευὴν τῶν ἀπαιτουμένων ἔργων, ἀφοῦ προηγουμένως μελετηθῇ τὸ ζήτημα ὑπὸ τῆς τεχνικῆς ὑπηρεσίας τοῦ Δήμου.	[295, 2403, 559, 2575]
paragraph: ΛΑΡΙΣΑ, 28 Ἰανουαρίου. — Ἐν Μακεδονίᾳ ὁ ὑπενωματάρχης Σκαλώνης κατέσχεν ποσότητα καπνοῦ πλέον τῶν 150 μετάλλων εἰς τὸ ἀγρόκτημα, ἀνήκοντα εἰς τὸν Ἀγαθοκλῆ Ροῦπκ. Ἡ ποσότης προωρίζετο διὰ λαθρεμπόριον.	[578, 1022, 841, 1142]
kicker: (Ἰδιαίτερον τηλεγρ. τοῦ «Ἐμπρός»)	[1154, 1348, 1401, 1363]
paragraph: Τὸ παγκόσμιον φήμην ἔχον ἐν Βέρῃ τῆς Ἑλβετίας ἰνστιτοῦτον βακτηριοθεραπευτικῶν σκευασμάτων κατέστησεν ἀντιπρόσωπον εἰς τὸ ἐλληνικὸν Βασίλειον τὸ φαρμακεῖον Κρίνου, ἐν ᾧ εὑρίσκονται ἀφθονία καὶ ἔνεκα τούτου εὑρίσκονται ἀεὶ νεαρὰ τὰ καθαρὰ ὑπὸ τοῦ Dr. Tavel, ἀνθεὶς εἰς τὴν εὐρύτερα ἀντὶ τὰ ὑπὸ τοῦ ἰνστιτούτου σκευάσματα:	[578, 1367, 841, 1539]
paragraph: Ὅσαυτως κατὰ τὸ 1896 ἀνέλογει ἡ δαπάνη εἰς 47 μαθητάς, ἐνῷ σήμερον ἀναλογεῖ εἰς 55. Οὕτως ὑπάρχουσι καὶ διδάσκαλοι οἵτινες διδάσκουσιν εἰς πλειόνας τῶν 100 μαθητὰς καὶ σχολεῖα κατεστημένα ἀτελῆ, ἐλλείψει ἐπαρκῶν πόρων καὶ διδασκάλων.	[295, 2208, 559, 2329]
signature: Ὁδὸς Πανεπιστημίου 57.	[931, 1470, 1124, 1487]
headline: ΜΙΑ ΦΗΜΗ	[1186, 2137, 1369, 2181]
headline: ΝΕΑ ΑΠΟ ΤΗΝ ΛΑΡΙΣΑΝ	[579, 956, 840, 985]
paragraph: Καινούργια ἐνοικιάζονται ἐν τῷ Παγκρατίῳ ὁδὸς Στάδιον ὁρ. 43. Πληροφορίαι: Μπύρκος.	[861, 1798, 1124, 1849]
article-separator	[1147, 1579, 1407, 1582]
headline: Η ΣΤΟΙΧΕΙΩΔΗΣ ΕΚΠΑΙΔΕΥΣΙΣ	[339, 1752, 515, 1807]
paragraph: Πορευσκευάσθη παρὰ τοῦ ἐπιστήμονος ὁδοντοϊατροῦ Θ. Θεολογίδου φάρμακον καθιερωμένον τὸ ὁποῖον θεραπεύει τοὺς πόνους καὶ τὰς νευραλγίας. Τὸ θαυμάσιον φάρμακον πωλεῖται εἰς ὅλα τὰ φαρμακεῖα.	[861, 1212, 1124, 1332]
subheadline: ΤΟΥ ΕΘΡΑΥΣΑΝ ΤΑΣ ΚΝΗΜΑΣ!	[1157, 1327, 1397, 1345]
paragraph: ΛΑΥΡΙΟΝ, 28 Ἰανουαρίου. — Ἡ Ἑλληνικὴ Ἑταιρία θὰ προβῇ καὶ εἰς τὴν πρᾶξιν μετὰ τὴν λῆξιν τοῦ ἀνταγωνισμοῦ, δι' ὃν παρέσχε τὸ ταλαίπωρον Λαύριον περὶ τοὺς 2000 ἐργάτας. Χριστιανὰ ἐργάτας ἐλλήνων, διότι ἀφ' ἑνὸς μὲν ἔχει μεγάλας ἐγκαταστάσεις μεταλλευτικὰς καὶ ἀφ' ἑτέρου διότι ἡ μεγάλη στοὰ τῆς Καμαρίζης συνεκτικώτερα ὑπάρχει μὲ τὴν ἐπιτόπιον ὥραν τοῦ Λαυρίου ἀπέχουσαν ἑτέρων στοῶν Δεκατιλέν.	[295, 488, 559, 712]
paragraph: Ἀπὸ τῆς παρελθούσης νυκτὸς βρέχει. Τοῦτο δὲ εἶνε λίαν εὐχάριστον διὰ τοὺς γεωργούς.	[578, 1268, 841, 1319]
